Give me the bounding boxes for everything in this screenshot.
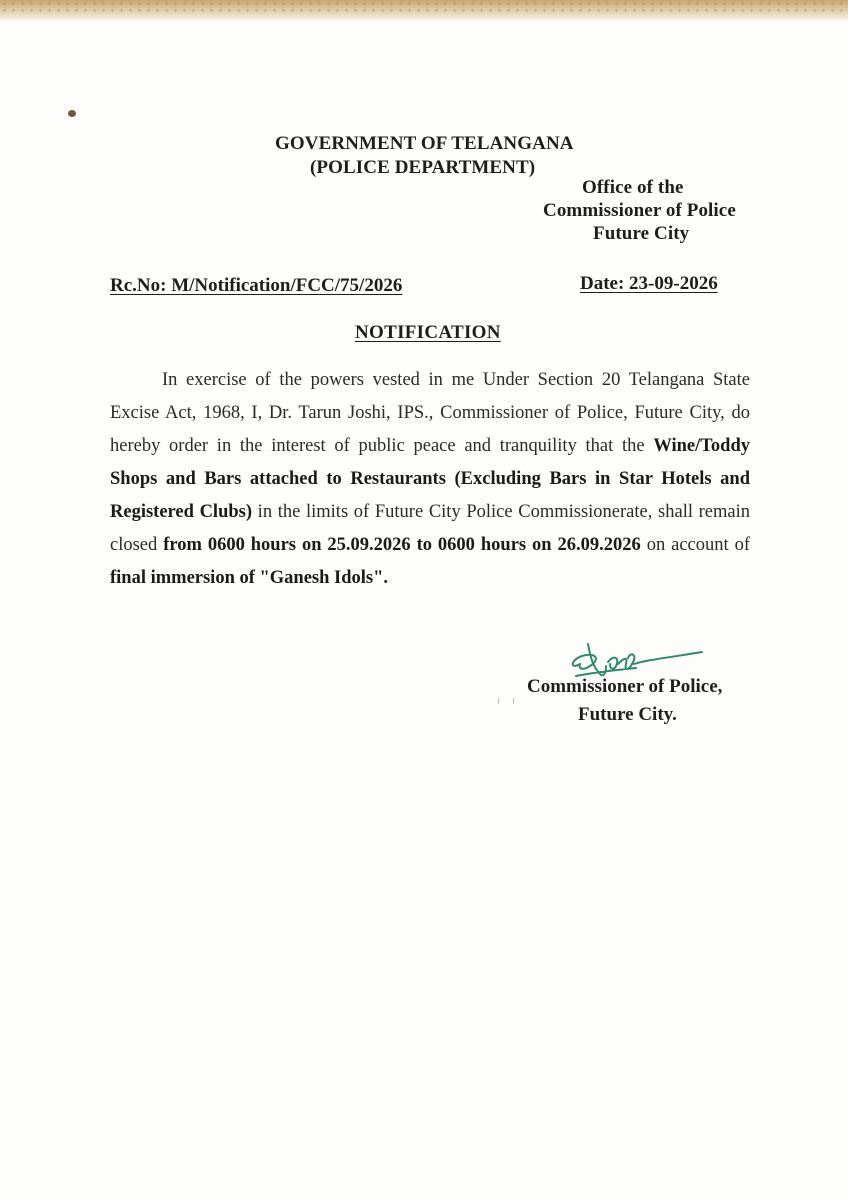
body-text-part-1: In exercise of the powers vested in me Under Section 20 Telangana State Excise Act, 1968, I, Dr. Tarun Joshi, IPS., Commissioner of Police, Future City, do hereby order in the interest of public peace and tranquility that the (110, 370, 750, 456)
government-title: GOVERNMENT OF TELANGANA (275, 133, 574, 154)
body-bold-closure-period: from 0600 hours on 25.09.2026 to 0600 hours on 26.09.2026 (163, 535, 641, 555)
office-commissioner-line: Commissioner of Police (543, 200, 736, 221)
faint-mark (498, 698, 514, 704)
notification-body (110, 364, 750, 595)
notification-heading: NOTIFICATION (355, 322, 501, 343)
reference-number: Rc.No: M/Notification/FCC/75/2026 (110, 275, 403, 296)
body-text-part-3: on account of (640, 535, 750, 555)
office-city-line: Future City (593, 223, 690, 244)
paper-speck (68, 110, 76, 117)
notice-date: Date: 23-09-2026 (580, 273, 718, 294)
signatory-city: Future City. (578, 704, 677, 725)
body-text-part-2: in the limits of Future City Police Commissionerate, shall remain closed (110, 502, 750, 555)
paper-texture (0, 0, 848, 14)
signatory-title: Commissioner of Police, (527, 676, 723, 697)
body-bold-establishments: Wine/Toddy Shops and Bars attached to Restaurants (Excluding Bars in Star Hotels and Registered Clubs) (110, 436, 750, 522)
office-line: Office of the (582, 177, 684, 198)
body-bold-occasion: final immersion of "Ganesh Idols". (110, 568, 389, 588)
department-title: (POLICE DEPARTMENT) (310, 157, 536, 178)
